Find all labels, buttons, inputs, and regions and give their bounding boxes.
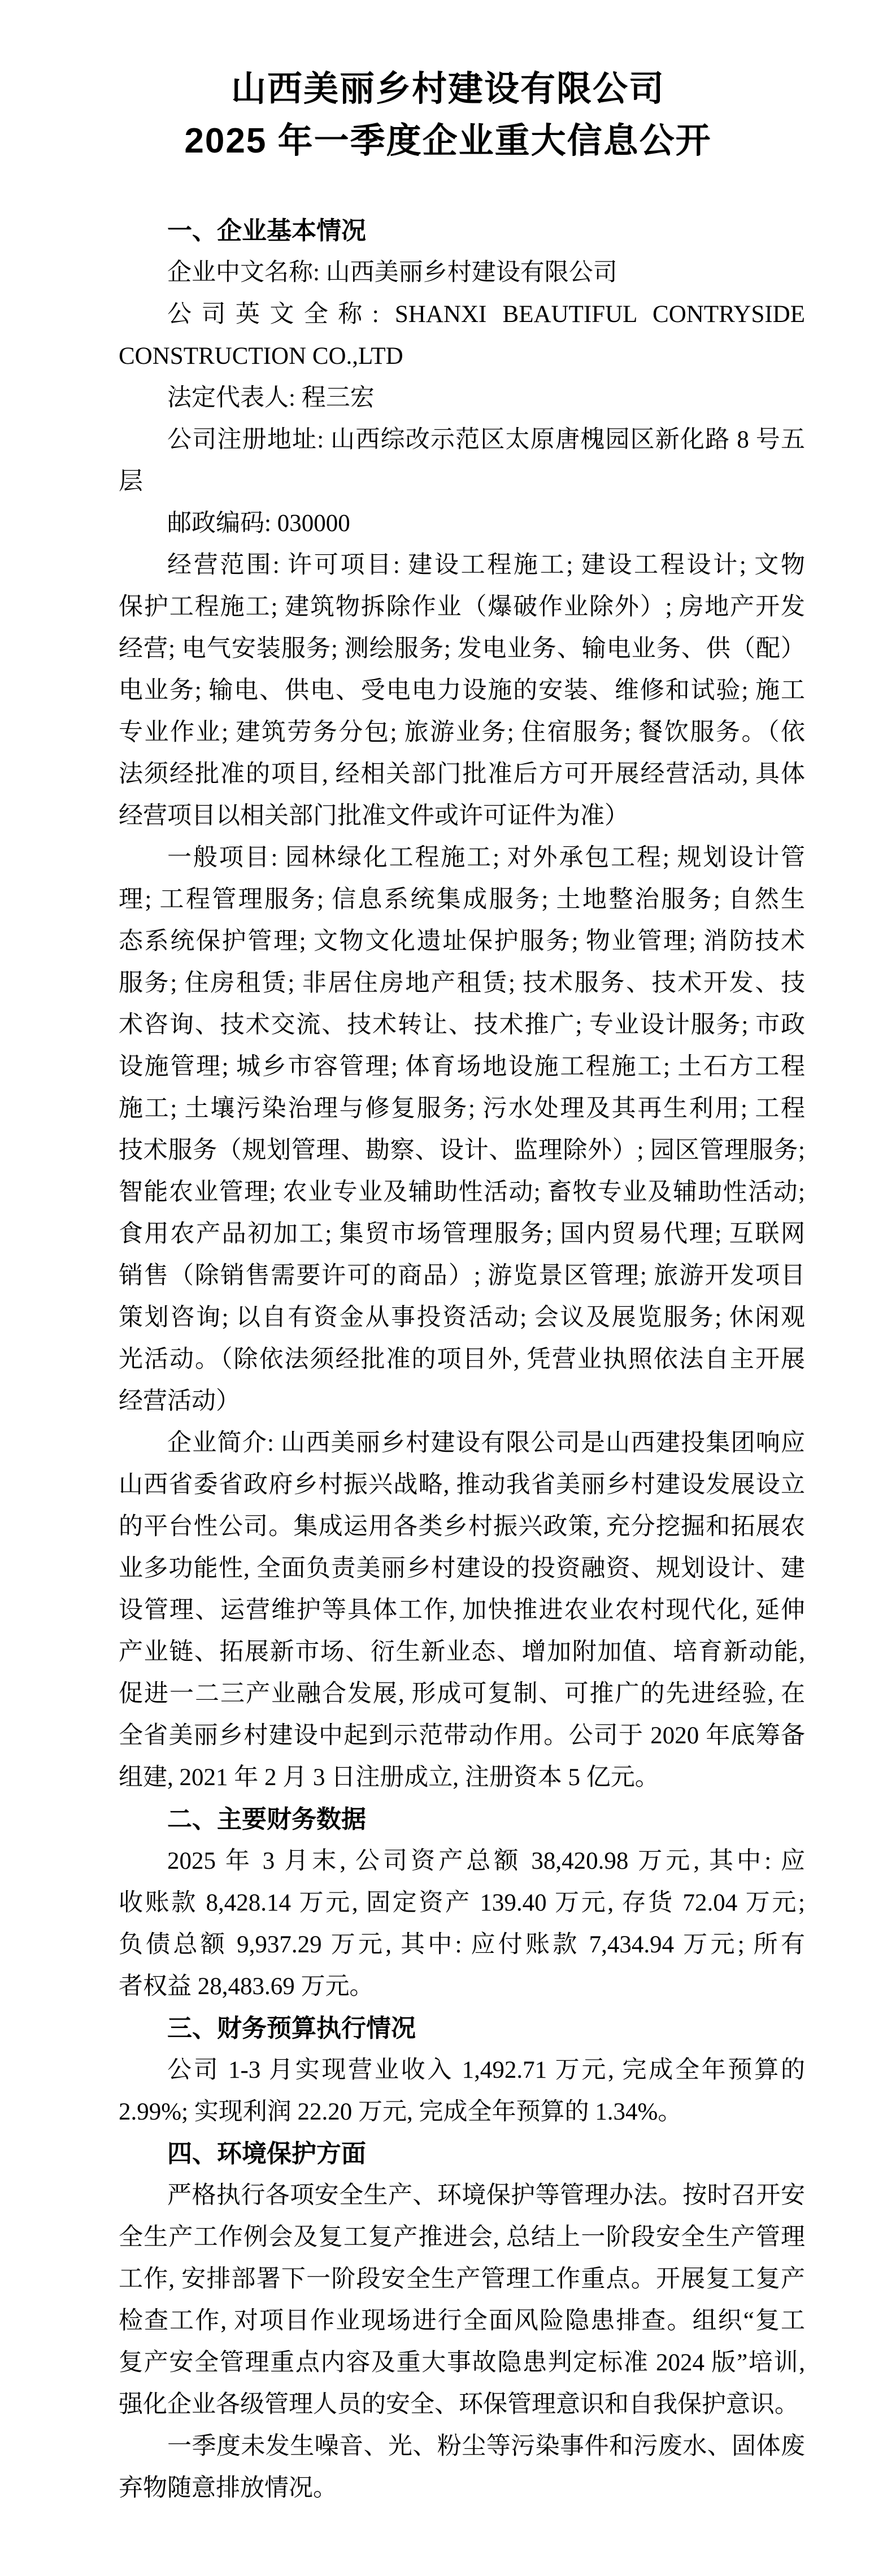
text-line: 企业中文名称: 山西美丽乡村建设有限公司 <box>167 259 617 286</box>
text-line: 法定代表人: 程三宏 <box>167 385 375 411</box>
section-heading-environment: 四、环境保护方面 <box>167 2140 366 2168</box>
text-line: 智能农业管理; 农业专业及辅助性活动; 畜牧专业及辅助性活动; <box>119 1179 805 1206</box>
text-line: 层 <box>119 468 143 495</box>
text-line: 服务; 住房租赁; 非居住房地产租赁; 技术服务、技术开发、技 <box>119 970 805 997</box>
text-line: 理; 工程管理服务; 信息系统集成服务; 土地整治服务; 自然生 <box>119 886 805 913</box>
text-line: 经营项目以相关部门批准文件或许可证件为准） <box>119 803 629 829</box>
text-line: 弃物随意排放情况。 <box>119 2475 337 2501</box>
text-line: 术咨询、技术交流、技术转让、技术推广; 专业设计服务; 市政 <box>119 1012 805 1038</box>
text-line: 邮政编码: 030000 <box>167 510 350 537</box>
text-line: 态系统保护管理; 文物文化遗址保护服务; 物业管理; 消防技术 <box>119 928 805 955</box>
text-line: 策划咨询; 以自有资金从事投资活动; 会议及展览服务; 休闲观 <box>119 1304 805 1331</box>
document-body <box>0 210 896 2509</box>
text-line: 严格执行各项安全生产、环境保护等管理办法。按时召开安 <box>167 2182 805 2209</box>
text-line: 电业务; 输电、供电、受电电力设施的安装、维修和试验; 施工 <box>119 677 805 704</box>
text-line: 保护工程施工; 建筑物拆除作业（爆破作业除外）; 房地产开发 <box>119 594 805 620</box>
text-line: 促进一二三产业融合发展, 形成可复制、可推广的先进经验, 在 <box>119 1681 805 1707</box>
text-line: 的平台性公司。集成运用各类乡村振兴政策, 充分挖掘和拓展农 <box>119 1513 805 1540</box>
text-line: 技术服务（规划管理、勘察、设计、监理除外）; 园区管理服务; <box>119 1137 805 1164</box>
text-line: 设施管理; 城乡市容管理; 体育场地设施工程施工; 土石方工程 <box>119 1054 805 1080</box>
text-line: 产业链、拓展新市场、衍生新业态、增加附加值、培育新动能, <box>119 1639 805 1665</box>
text-line: 收账款 8,428.14 万元, 固定资产 139.40 万元, 存货 72.04 万元; <box>119 1890 805 1916</box>
title-line-2: 2025 年一季度企业重大信息公开 <box>184 121 712 160</box>
text-line: 组建, 2021 年 2 月 3 日注册成立, 注册资本 5 亿元。 <box>119 1764 659 1791</box>
text-line: 销售（除销售需要许可的商品）; 游览景区管理; 旅游开发项目 <box>119 1263 805 1289</box>
text-line: 法须经批准的项目, 经相关部门批准后方可开展经营活动, 具体 <box>119 761 805 787</box>
text-line: 经营; 电气安装服务; 测绘服务; 发电业务、输电业务、供（配） <box>119 636 805 662</box>
text-line: 全省美丽乡村建设中起到示范带动作用。公司于 2020 年底筹备 <box>119 1722 805 1749</box>
text-line: 工作, 安排部署下一阶段安全生产管理工作重点。开展复工复产 <box>119 2266 805 2292</box>
text-line: 食用农产品初加工; 集贸市场管理服务; 国内贸易代理; 互联网 <box>119 1221 805 1247</box>
text-line: 一般项目: 园林绿化工程施工; 对外承包工程; 规划设计管 <box>167 845 805 871</box>
text-line: 施工; 土壤污染治理与修复服务; 污水处理及其再生利用; 工程 <box>119 1095 805 1122</box>
document-title <box>0 0 896 167</box>
text-line: 公司 1-3 月实现营业收入 1,492.71 万元, 完成全年预算的 <box>167 2057 805 2083</box>
text-line: 检查工作, 对项目作业现场进行全面风险隐患排查。组织“复工 <box>119 2308 805 2334</box>
section-heading-budget-execution: 三、财务预算执行情况 <box>167 2014 416 2042</box>
text-line: 企业简介: 山西美丽乡村建设有限公司是山西建投集团响应 <box>167 1430 805 1456</box>
text-line: 全生产工作例会及复工复产推进会, 总结上一阶段安全生产管理 <box>119 2224 805 2251</box>
text-line: 2.99%; 实现利润 22.20 万元, 完成全年预算的 1.34%。 <box>119 2099 682 2125</box>
text-line: 强化企业各级管理人员的安全、环保管理意识和自我保护意识。 <box>119 2391 799 2418</box>
text-line: 公司英文全称: SHANXI BEAUTIFUL CONTRYSIDE <box>167 301 805 328</box>
text-line: 光活动。（除依法须经批准的项目外, 凭营业执照依法自主开展 <box>119 1346 805 1373</box>
title-line-1: 山西美丽乡村建设有限公司 <box>230 69 665 108</box>
text-line: 设管理、运营维护等具体工作, 加快推进农业农村现代化, 延伸 <box>119 1597 805 1624</box>
text-line: 经营活动） <box>119 1388 240 1415</box>
text-line: 经营范围: 许可项目: 建设工程施工; 建设工程设计; 文物 <box>167 552 805 578</box>
text-line: 公司注册地址: 山西综改示范区太原唐槐园区新化路 8 号五 <box>167 427 805 453</box>
text-line: 者权益 28,483.69 万元。 <box>119 1973 374 2000</box>
text-line: 负债总额 9,937.29 万元, 其中: 应付账款 7,434.94 万元; 所有 <box>119 1931 805 1958</box>
text-line: 2025 年 3 月末, 公司资产总额 38,420.98 万元, 其中: 应 <box>167 1848 805 1874</box>
text-line: 山西省委省政府乡村振兴战略, 推动我省美丽乡村建设发展设立 <box>119 1472 805 1498</box>
section-heading-basic-info: 一、企业基本情况 <box>167 217 366 245</box>
section-heading-financial-data: 二、主要财务数据 <box>167 1805 366 1833</box>
text-line: 业多功能性, 全面负责美丽乡村建设的投资融资、规划设计、建 <box>119 1555 805 1582</box>
text-line: 复产安全管理重点内容及重大事故隐患判定标准 2024 版”培训, <box>119 2349 805 2376</box>
text-line: 专业作业; 建筑劳务分包; 旅游业务; 住宿服务; 餐饮服务。（依 <box>119 719 805 746</box>
text-line: 一季度未发生噪音、光、粉尘等污染事件和污废水、固体废 <box>167 2433 805 2460</box>
text-line: CONSTRUCTION CO.,LTD <box>119 343 403 369</box>
